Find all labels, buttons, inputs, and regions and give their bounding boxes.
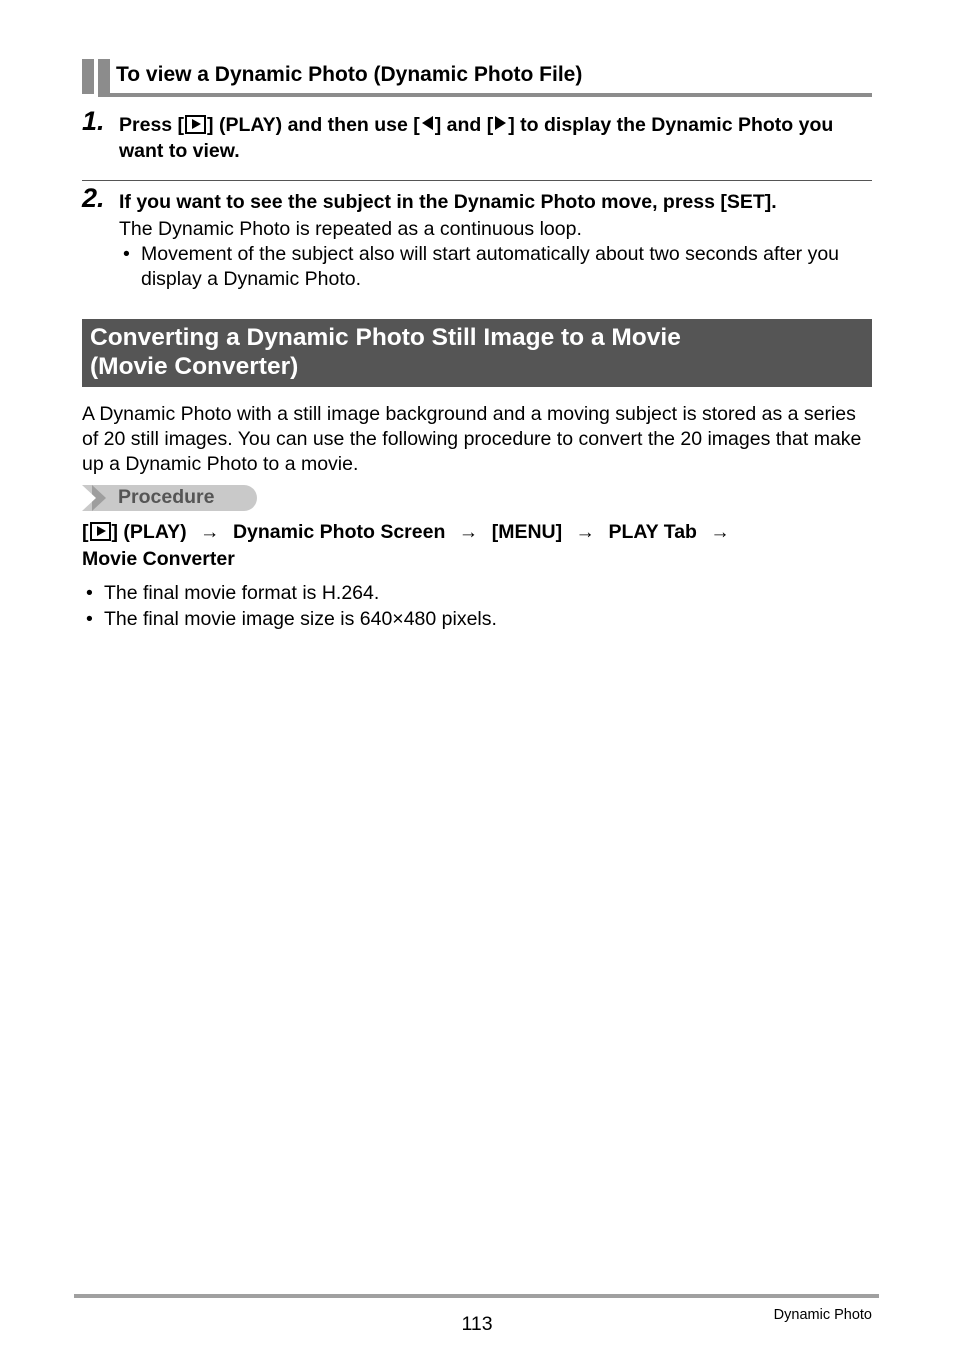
procedure-step: ] (PLAY) <box>111 521 187 543</box>
section-title: To view a Dynamic Photo (Dynamic Photo File) <box>116 63 583 86</box>
bullet-mark: • <box>123 243 130 265</box>
heading-marker-bar <box>82 59 94 94</box>
section-banner <box>82 319 872 387</box>
list-item-text: The final movie format is H.264. <box>104 582 380 604</box>
step-number: 1. <box>82 106 105 136</box>
heading-marker-bar <box>98 59 110 94</box>
chevron-icon <box>82 485 96 511</box>
procedure-bracket: [ <box>82 521 89 543</box>
notes-list <box>82 581 872 632</box>
page-number: 113 <box>461 1313 493 1335</box>
list-item <box>82 581 872 607</box>
list-item <box>119 242 879 292</box>
step-number: 2. <box>82 183 105 213</box>
step-instruction <box>119 112 879 164</box>
heading-underline <box>98 93 872 97</box>
bullet-mark: • <box>86 582 93 604</box>
arrow-right-icon: → <box>458 521 479 543</box>
arrow-right-icon: → <box>710 521 730 543</box>
procedure-path <box>82 519 872 573</box>
play-button-icon <box>90 522 111 541</box>
right-triangle-icon <box>495 116 506 130</box>
step-detail <box>119 217 879 292</box>
section-heading <box>82 59 872 97</box>
arrow-right-icon: → <box>200 521 220 543</box>
left-triangle-icon <box>422 116 433 130</box>
list-item <box>82 607 872 633</box>
list-item-text: Movement of the subject also will start automatically about two seconds after you display a Dynamic Photo. <box>141 243 840 290</box>
step-divider <box>82 180 872 181</box>
step-text-segment: ] (PLAY) and then use [ <box>207 114 420 136</box>
bullet-mark: • <box>86 607 93 630</box>
procedure-step: Movie Converter <box>82 548 235 570</box>
play-button-icon <box>185 115 206 134</box>
banner-title: Converting a Dynamic Photo Still Image to a Movie (Movie Converter) <box>90 324 681 380</box>
list-item-text: The final movie image size is 640×480 pixels. <box>104 607 497 630</box>
intro-paragraph: A Dynamic Photo with a still image background and a moving subject is stored as a series of 20 still images. You can use the following procedure to convert the 20 images that make up a Dynamic Photo to a movie. <box>82 403 862 475</box>
procedure-tag-label: Procedure <box>118 486 215 508</box>
footer-rule <box>74 1294 879 1298</box>
step-text-segment: ] and [ <box>434 114 494 136</box>
procedure-step: PLAY Tab <box>608 521 697 543</box>
arrow-right-icon: → <box>575 521 596 543</box>
procedure-step: Dynamic Photo Screen <box>232 521 446 543</box>
step-detail-text: The Dynamic Photo is repeated as a continuous loop. <box>119 218 582 240</box>
step-text-segment: ] to display the Dynamic Photo you want to view. <box>119 114 834 162</box>
procedure-tag <box>82 485 257 511</box>
step-text-segment: Press [ <box>119 114 185 136</box>
chapter-label: Dynamic Photo <box>773 1307 872 1323</box>
procedure-step: [MENU] <box>491 521 563 543</box>
step-instruction: If you want to see the subject in the Dynamic Photo move, press [SET]. <box>119 191 777 213</box>
